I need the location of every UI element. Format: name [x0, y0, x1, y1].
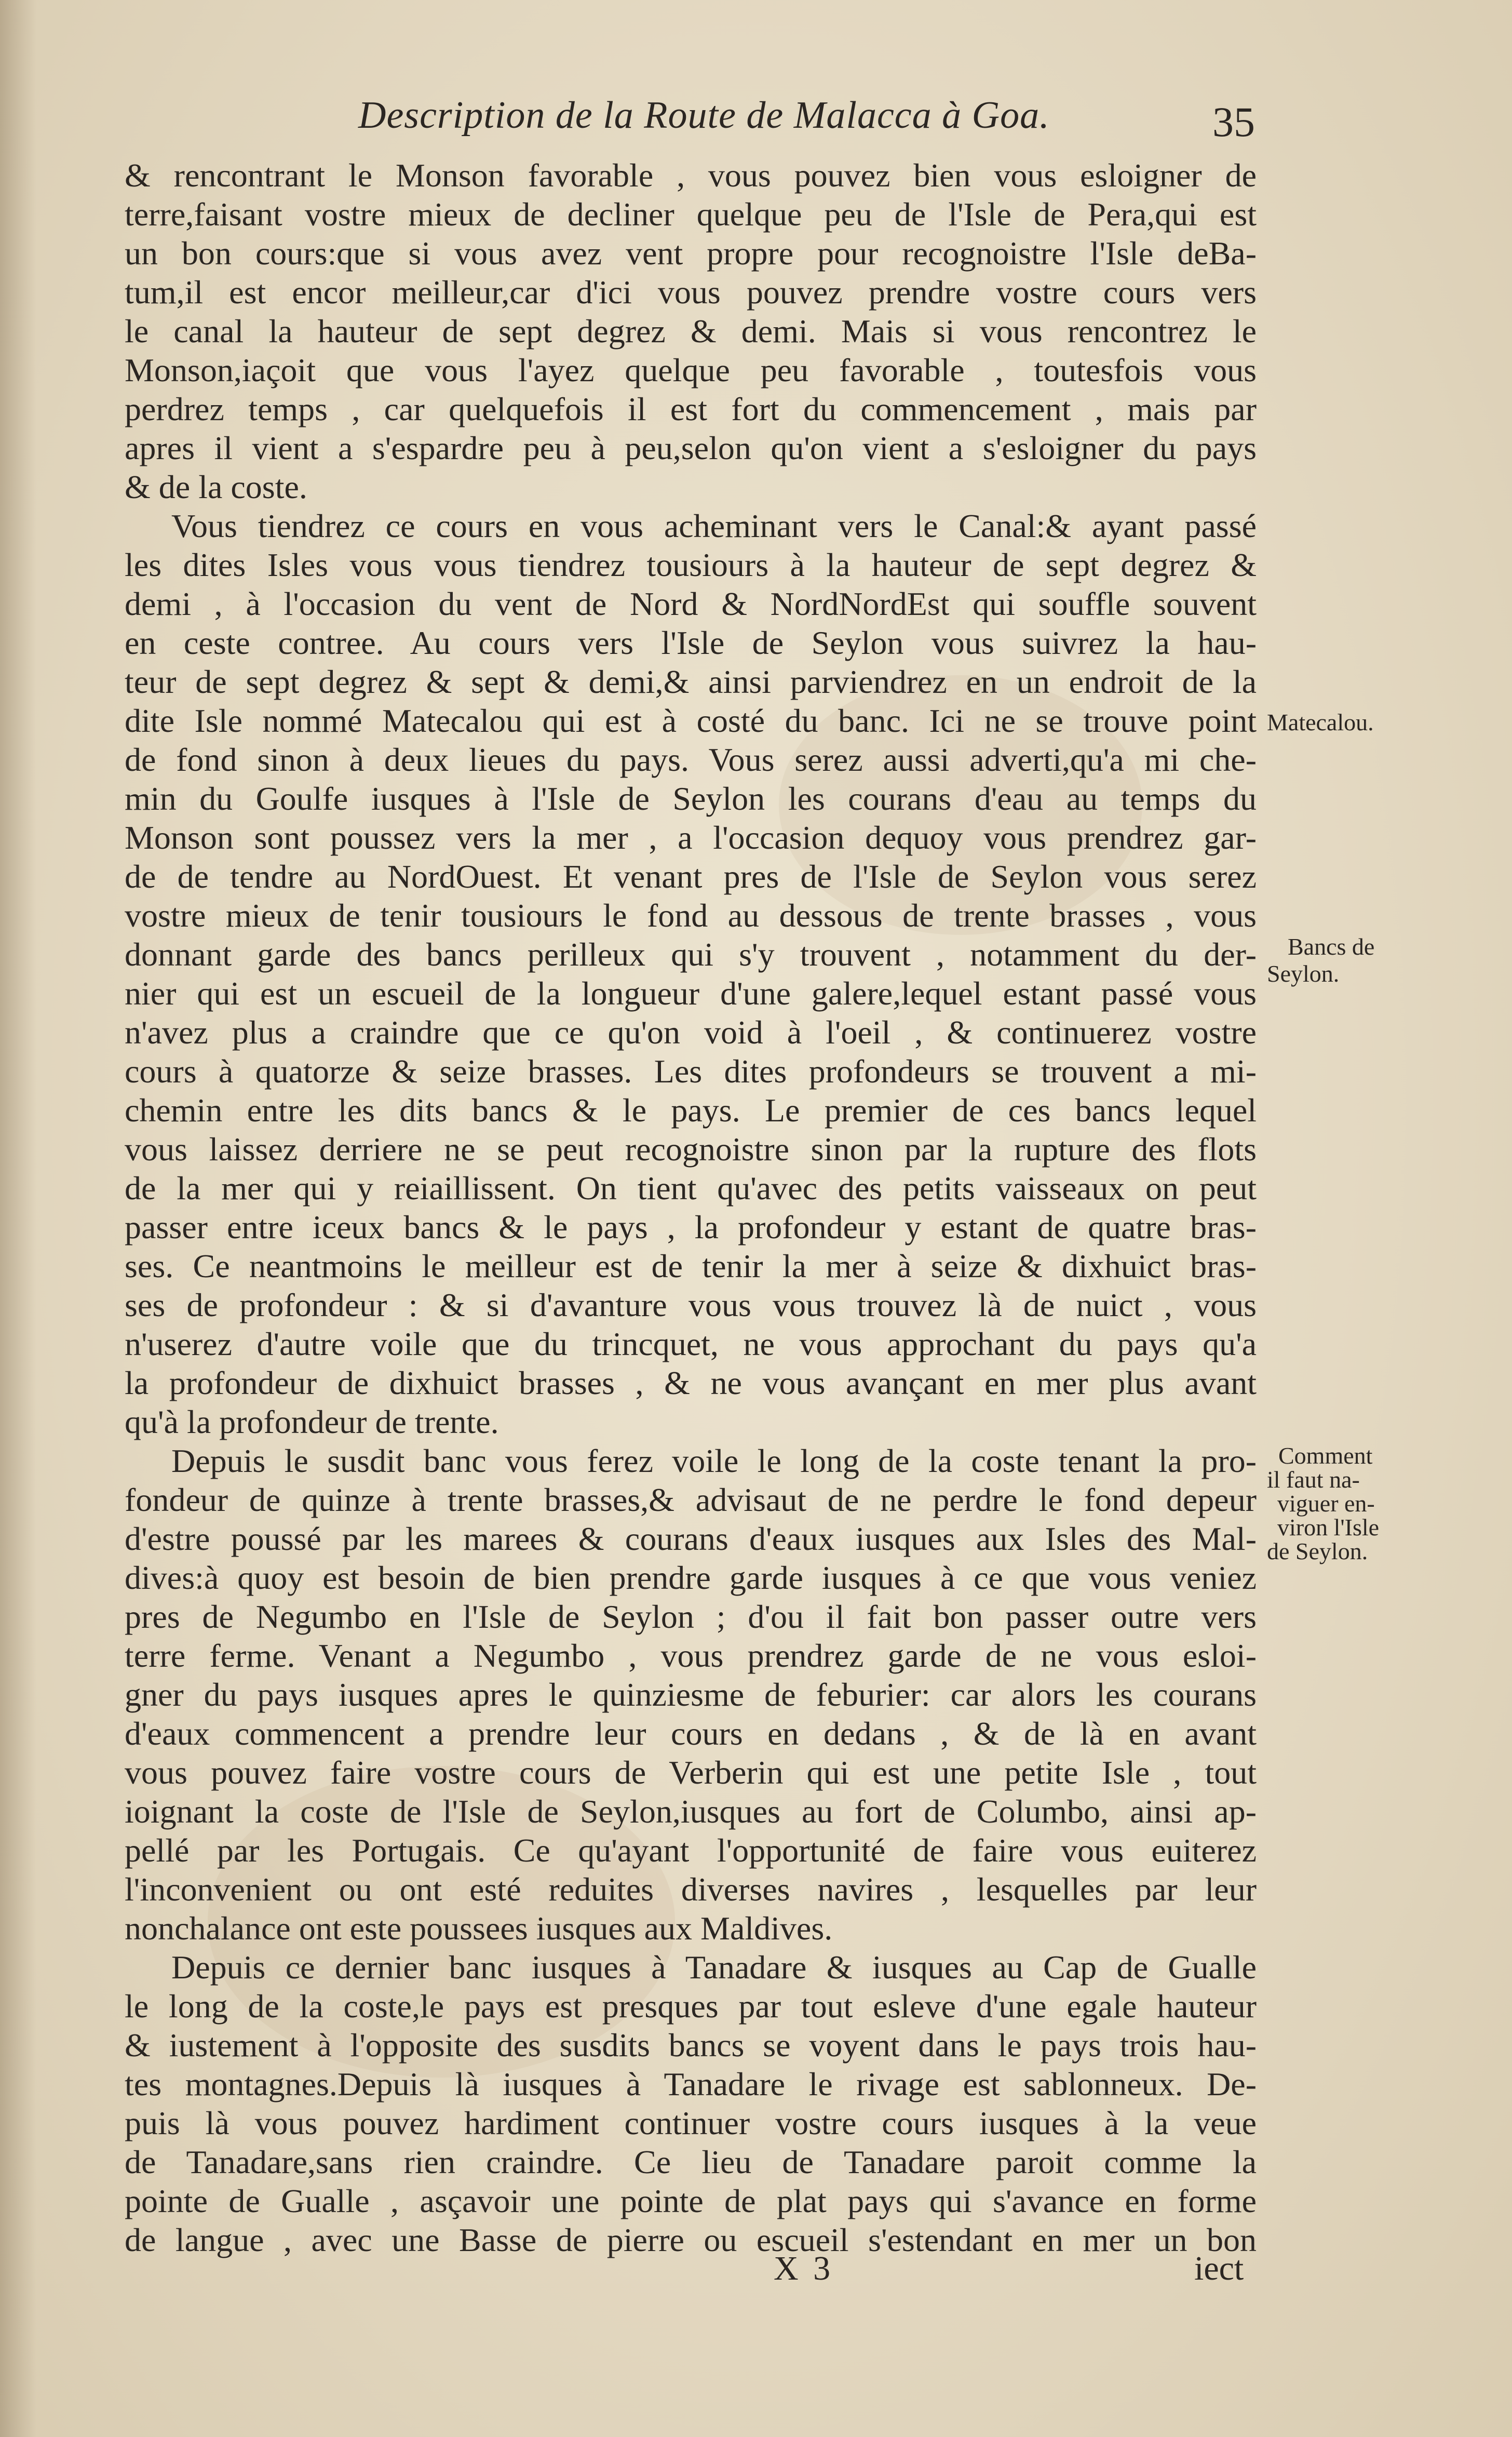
margin-note-text: Matecalou.	[1267, 709, 1374, 735]
text-line: qu'à la profondeur de trente.	[125, 1403, 499, 1440]
text-line: d'estre poussé par les marees & courans d'eaux iusques aux Isles des Mal-	[125, 1520, 1257, 1557]
text-line: puis là vous pouvez hardiment continuer vostre cours iusques à la veue	[125, 2105, 1257, 2141]
text-line: n'avez plus a craindre que ce qu'on void à l'oeil , & continuerez vostre	[125, 1014, 1257, 1051]
text-line: gner du pays iusques apres le quinziesme de feburier: car alors les courans	[125, 1676, 1257, 1713]
text-line: apres il vient a s'espardre peu à peu,selon qu'on vient a s'esloigner du pays	[125, 430, 1257, 466]
text-line: en ceste contree. Au cours vers l'Isle de Seylon vous suivrez la hau-	[125, 624, 1257, 661]
text-line: cours à quatorze & seize brasses. Les dites profondeurs se trouvent a mi-	[125, 1053, 1257, 1090]
page-number: 35	[1212, 98, 1255, 145]
text-line: de fond sinon à deux lieues du pays. Vous serez aussi adverti,qu'a mi che-	[125, 741, 1257, 778]
text-line: de de tendre au NordOuest. Et venant pres de l'Isle de Seylon vous serez	[125, 858, 1257, 895]
text-line: de langue , avec une Basse de pierre ou escueil s'estendant en mer un bon	[125, 2221, 1257, 2258]
margin-note-text: Bancs de	[1288, 933, 1375, 960]
text-line: vostre mieux de tenir tousiours le fond au dessous de trente brasses , vous	[125, 897, 1257, 934]
text-line: donnant garde des bancs perilleux qui s'y trouvent , notamment du der-	[125, 936, 1257, 973]
text-line: min du Goulfe iusques à l'Isle de Seylon les courans d'eau au temps du	[125, 780, 1257, 817]
signature-mark: X 3	[774, 2249, 834, 2287]
text-line: les dites Isles vous vous tiendrez tousiours à la hauteur de sept degrez &	[125, 546, 1257, 583]
text-line: Depuis le susdit banc vous ferez voile le long de la coste tenant la pro-	[171, 1442, 1257, 1479]
gutter-shadow	[0, 0, 36, 2437]
margin-note-text: viguer en-	[1277, 1490, 1375, 1517]
text-line: dite Isle nommé Matecalou qui est à costé du banc. Ici ne se trouve point	[125, 702, 1257, 739]
text-line: tes montagnes.Depuis là iusques à Tanadare le rivage est sablonneux. De-	[125, 2066, 1257, 2103]
catchword: iect	[1194, 2249, 1244, 2287]
text-line: vous pouvez faire vostre cours de Verberin qui est une petite Isle , tout	[125, 1754, 1257, 1791]
text-line: & rencontrant le Monson favorable , vous pouvez bien vous esloigner de	[125, 157, 1257, 194]
text-line: terre ferme. Venant a Negumbo , vous prendrez garde de ne vous esloi-	[125, 1637, 1257, 1674]
text-line: demi , à l'occasion du vent de Nord & NordNordEst qui souffle souvent	[125, 585, 1257, 622]
text-line: chemin entre les dits bancs & le pays. Le premier de ces bancs lequel	[125, 1092, 1257, 1129]
text-line: un bon cours:que si vous avez vent propre pour recognoistre l'Isle deBa-	[125, 235, 1257, 272]
text-line: Depuis ce dernier banc iusques à Tanadare & iusques au Cap de Gualle	[171, 1949, 1257, 1986]
text-line: pointe de Gualle , asçavoir une pointe de plat pays qui s'avance en forme	[125, 2182, 1257, 2219]
text-line: & de la coste.	[125, 468, 307, 505]
text-line: pellé par les Portugais. Ce qu'ayant l'opportunité de faire vous euiterez	[125, 1832, 1257, 1869]
text-line: Vous tiendrez ce cours en vous acheminant vers le Canal:& ayant passé	[171, 507, 1257, 544]
text-line: la profondeur de dixhuict brasses , & ne vous avançant en mer plus avant	[125, 1364, 1257, 1401]
text-line: Monson sont poussez vers la mer , a l'occasion dequoy vous prendrez gar-	[125, 819, 1257, 856]
text-line: ses de profondeur : & si d'avanture vous vous trouvez là de nuict , vous	[125, 1287, 1257, 1323]
text-line: tum,il est encor meilleur,car d'ici vous pouvez prendre vostre cours vers	[125, 274, 1257, 311]
margin-note-text: il faut na-	[1267, 1466, 1360, 1493]
text-line: vous laissez derriere ne se peut recognoistre sinon par la rupture des flots	[125, 1131, 1257, 1168]
text-line: l'inconvenient ou ont esté reduites diverses navires , lesquelles par leur	[125, 1871, 1257, 1908]
text-line: teur de sept degrez & sept & demi,& ainsi parviendrez en un endroit de la	[125, 663, 1257, 700]
text-line: ioignant la coste de l'Isle de Seylon,iusques au fort de Columbo, ainsi ap-	[125, 1793, 1257, 1830]
text-line: le canal la hauteur de sept degrez & demi. Mais si vous rencontrez le	[125, 313, 1257, 350]
text-line: d'eaux commencent a prendre leur cours en dedans , & de là en avant	[125, 1715, 1257, 1752]
text-line: dives:à quoy est besoin de bien prendre garde iusques à ce que vous veniez	[125, 1559, 1257, 1596]
margin-note-text: Seylon.	[1267, 960, 1340, 987]
text-line: terre,faisant vostre mieux de decliner quelque peu de l'Isle de Pera,qui est	[125, 196, 1257, 233]
margin-note-text: de Seylon.	[1267, 1538, 1368, 1564]
body-text	[125, 156, 1257, 2259]
text-line: de Tanadare,sans rien craindre. Ce lieu de Tanadare paroit comme la	[125, 2144, 1257, 2180]
text-line: perdrez temps , car quelquefois il est fort du commencement , mais par	[125, 391, 1257, 427]
text-line: ses. Ce neantmoins le meilleur est de tenir la mer à seize & dixhuict bras-	[125, 1248, 1257, 1284]
text-line: de la mer qui y reiaillissent. On tient qu'avec des petits vaisseaux on peut	[125, 1170, 1257, 1207]
text-line: nier qui est un escueil de la longueur d'une galere,lequel estant passé vous	[125, 975, 1257, 1012]
margin-note-text: Comment	[1278, 1442, 1373, 1469]
text-line: passer entre iceux bancs & le pays , la profondeur y estant de quatre bras-	[125, 1209, 1257, 1246]
text-line: n'userez d'autre voile que du trincquet, ne vous approchant du pays qu'a	[125, 1325, 1257, 1362]
margin-note-bancs-de-seylon	[1267, 935, 1402, 986]
text-line: nonchalance ont este poussees iusques aux Maldives.	[125, 1910, 833, 1947]
text-line: pres de Negumbo en l'Isle de Seylon ; d'ou il fait bon passer outre vers	[125, 1598, 1257, 1635]
running-head: Description de la Route de Malacca à Goa.	[358, 94, 1050, 137]
text-line: & iustement à l'opposite des susdits bancs se voyent dans le pays trois hau-	[125, 2027, 1257, 2064]
margin-note-text: viron l'Isle	[1277, 1514, 1380, 1541]
margin-note-matecalou	[1267, 711, 1402, 734]
text-line: le long de la coste,le pays est presques par tout esleve d'une egale hauteur	[125, 1988, 1257, 2025]
margin-note-comment-naviguer	[1267, 1444, 1402, 1563]
text-line: Monson,iaçoit que vous l'ayez quelque peu favorable , toutesfois vous	[125, 352, 1257, 389]
text-line: fondeur de quinze à trente brasses,& advisaut de ne perdre le fond depeur	[125, 1481, 1257, 1518]
